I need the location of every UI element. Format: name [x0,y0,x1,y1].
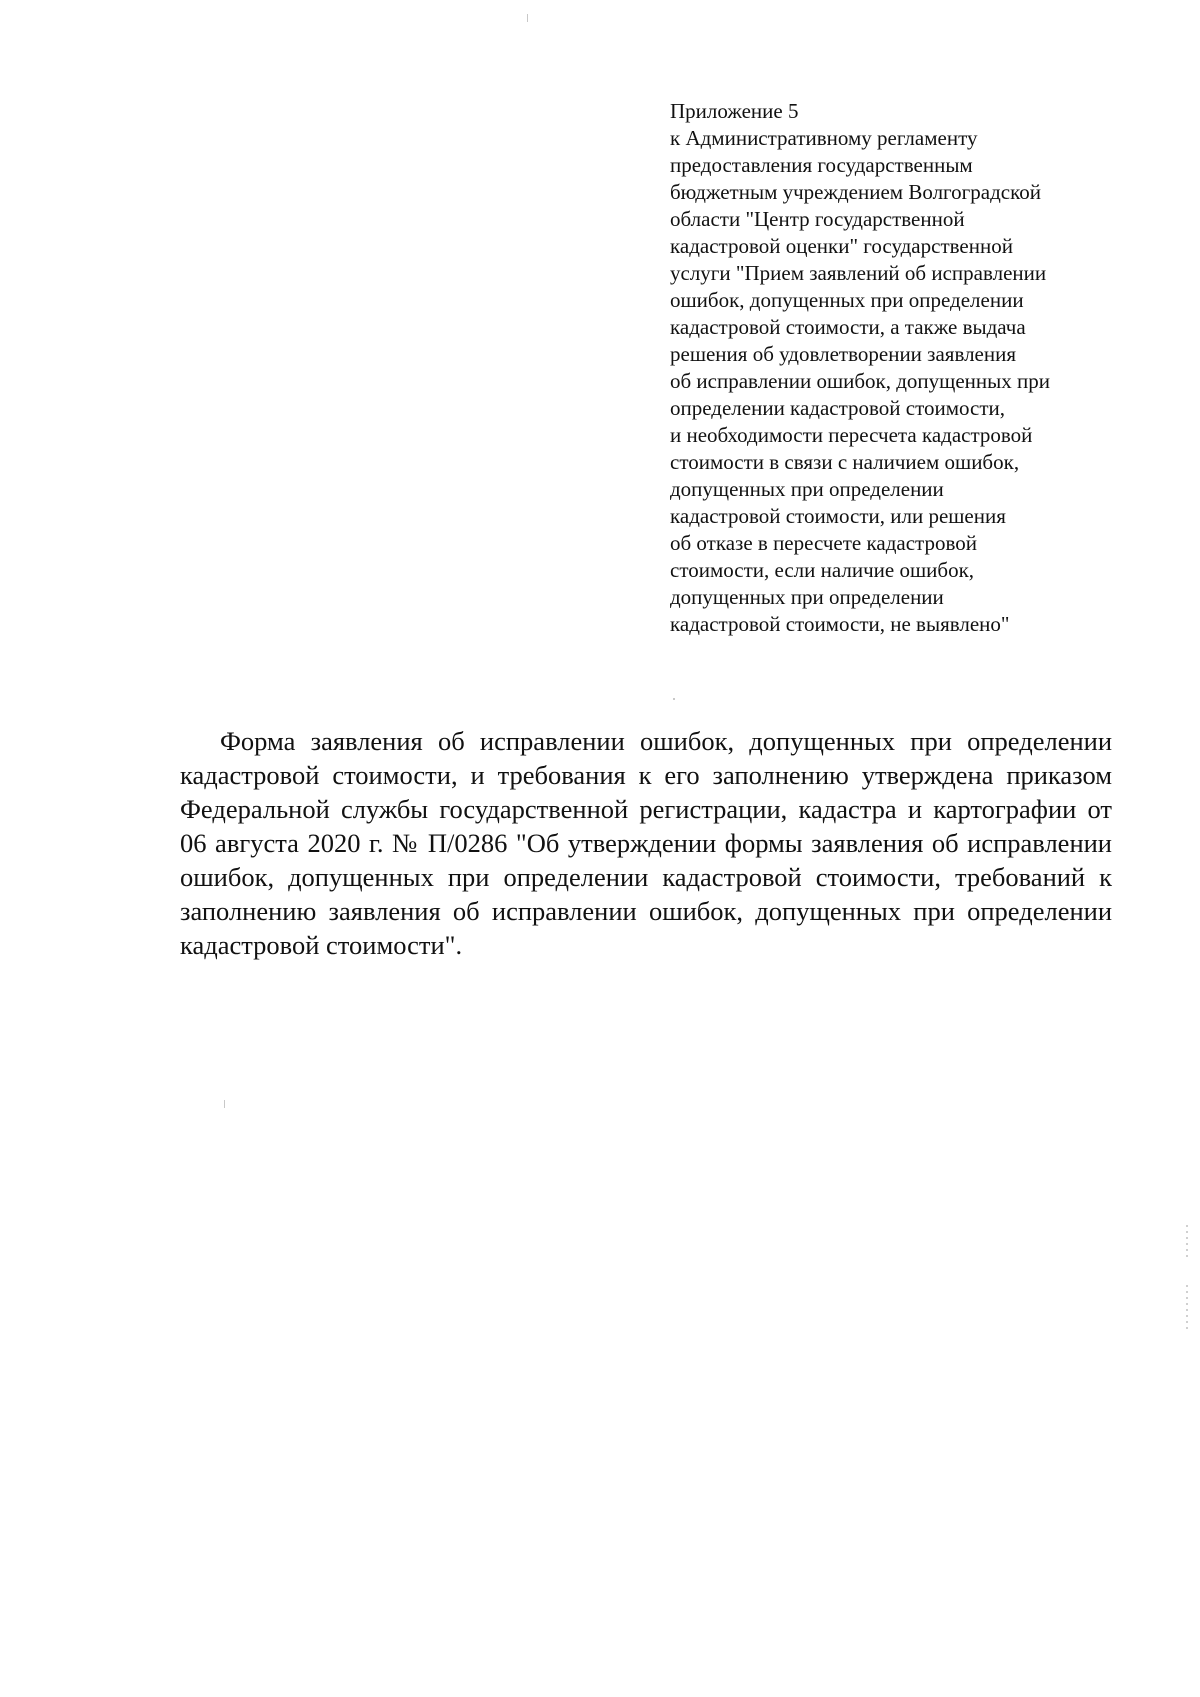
appendix-header-block [670,98,1130,638]
appendix-line: ошибок, допущенных при определении [670,288,1024,312]
appendix-line: Приложение 5 [670,99,799,123]
scan-speck [527,14,528,22]
appendix-line: решения об удовлетворении заявления [670,342,1017,366]
appendix-line: допущенных при определении [670,585,944,609]
appendix-line: стоимости в связи с наличием ошибок, [670,450,1020,474]
appendix-line: определении кадастровой стоимости, [670,396,1006,420]
appendix-line: об отказе в пересчете кадастровой [670,531,977,555]
appendix-line: стоимости, если наличие ошибок, [670,558,975,582]
appendix-line: допущенных при определении [670,477,944,501]
appendix-line: кадастровой стоимости, или решения [670,504,1006,528]
appendix-line: услуги "Прием заявлений об исправлении [670,261,1047,285]
appendix-line: предоставления государственным [670,153,973,177]
appendix-line: кадастровой стоимости, не выявлено" [670,612,1010,636]
appendix-line: кадастровой оценки" государственной [670,234,1013,258]
appendix-line: об исправлении ошибок, допущенных при [670,369,1050,393]
appendix-line: бюджетным учреждением Волгоградской [670,180,1041,204]
appendix-line: и необходимости пересчета кадастровой [670,423,1033,447]
scan-edge-mark [1186,1225,1188,1261]
appendix-line: области "Центр государственной [670,207,965,231]
scan-speck [224,1100,225,1108]
appendix-line: к Административному регламенту [670,126,978,150]
main-paragraph: Форма заявления об исправлении ошибок, допущенных при определении кадастровой стоимости, и требования к его заполнению утверждена приказом Федеральной службы государственной регистрации, кадастра и картографии от 06 августа 2020 г. № П/0286 "Об утверждении формы заявления об исправлении ошибок, допущенных при определении кадастровой стоимости, требований к заполнению заявления об исправлении ошибок, допущенных при определении кадастровой стоимости". [180,726,1112,960]
scan-speck [673,698,675,700]
appendix-line: кадастровой стоимости, а также выдача [670,315,1026,339]
scan-edge-mark [1186,1285,1188,1329]
